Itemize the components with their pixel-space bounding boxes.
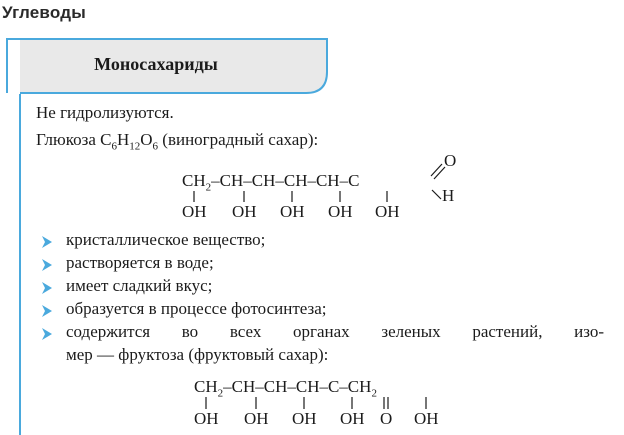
glucose-o-label: O	[444, 151, 457, 170]
glucose-formula-line	[36, 130, 318, 152]
fructose-oh-4: OH	[340, 409, 365, 428]
glucose-sub-o: 6	[152, 140, 159, 153]
fructose-ch2-start-sub: 2	[217, 387, 224, 400]
fructose-oh-6: OH	[414, 409, 439, 428]
property-item: содержится во всех органах зеленых растений, изо-	[66, 322, 604, 341]
fructose-backbone: –CH–CH–CH–C–CH	[223, 377, 372, 396]
glucose-h-label: H	[442, 186, 455, 205]
glucose-sub-h: 12	[129, 140, 141, 153]
property-item: имеет сладкий вкус;	[66, 276, 213, 295]
glucose-prefix: Глюкоза C	[36, 130, 112, 149]
intro-line: Не гидролизуются.	[36, 103, 174, 122]
glucose-backbone: –CH–CH–CH–CH–C	[211, 171, 360, 190]
property-item: растворяется в воде;	[66, 253, 214, 272]
glucose-h: H	[116, 130, 130, 149]
chevron-right-icon	[42, 305, 52, 317]
glucose-oh-5: OH	[375, 202, 400, 221]
property-item: образуется в процессе фотосинтеза;	[66, 299, 327, 318]
glucose-suffix: (виноградный сахар):	[158, 130, 319, 149]
chevron-right-icon	[42, 236, 52, 248]
chevron-right-icon	[42, 282, 52, 294]
topic-title: Моносахариды	[94, 54, 218, 74]
glucose-ch2: CH	[182, 171, 206, 190]
fructose-oh-2: OH	[244, 409, 269, 428]
fructose-ch2-start: CH	[194, 377, 218, 396]
topic-header-box	[6, 38, 328, 94]
fructose-oh-1: OH	[194, 409, 219, 428]
section-title: Углеводы	[2, 3, 86, 22]
glucose-ch2-sub: 2	[205, 181, 212, 194]
chevron-right-icon	[42, 259, 52, 271]
property-item: кристаллическое вещество;	[66, 230, 266, 249]
fructose-keto-o: O	[380, 409, 393, 428]
property-item-continued: мер — фруктоза (фруктовый сахар):	[66, 345, 329, 364]
chevron-right-icon	[42, 328, 52, 340]
glucose-oh-1: OH	[182, 202, 207, 221]
glucose-structure	[182, 151, 482, 222]
fructose-structure	[194, 366, 464, 432]
glucose-o: O	[140, 130, 153, 149]
glucose-oh-2: OH	[232, 202, 257, 221]
accent-rule	[19, 94, 21, 435]
fructose-ch2-end-sub: 2	[371, 387, 377, 400]
glucose-oh-3: OH	[280, 202, 305, 221]
glucose-oh-4: OH	[328, 202, 353, 221]
fructose-oh-3: OH	[292, 409, 317, 428]
glucose-sub-c: 6	[111, 140, 117, 153]
